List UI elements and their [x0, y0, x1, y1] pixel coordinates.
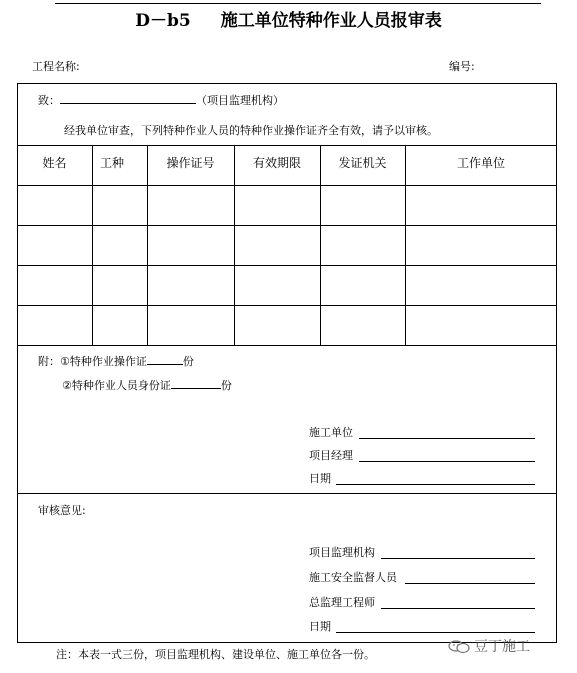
- attachment-line-1: [38, 353, 194, 369]
- supervision-org-field[interactable]: [381, 558, 535, 559]
- attachment-count-2[interactable]: [171, 388, 221, 389]
- to-label: 致：: [38, 94, 60, 107]
- table-row[interactable]: [17, 185, 557, 225]
- footer-note: 注：本表一式三份，项目监理机构、建设单位、施工单位各一份。: [56, 648, 375, 661]
- org-suffix: （项目监理机构）: [196, 94, 284, 107]
- header-certificate-no: 操作证号: [166, 156, 215, 170]
- supervision-org-label: 项目监理机构: [309, 546, 375, 559]
- review-date-label: 日期: [309, 620, 331, 633]
- supervision-org-row: [309, 544, 375, 560]
- attachment-prefix: 附：: [38, 355, 60, 368]
- table-bottom-border: [17, 345, 557, 346]
- review-date-row: [309, 618, 331, 634]
- contractor-unit-field[interactable]: [359, 438, 535, 439]
- contractor-date-label: 日期: [309, 472, 331, 485]
- header-trade: 工种: [99, 156, 124, 170]
- header-issuing-authority: 发证机关: [338, 156, 387, 170]
- table-row[interactable]: [17, 265, 557, 305]
- chief-engineer-row: [309, 594, 375, 610]
- review-opinion-label: 审核意见:: [38, 504, 86, 517]
- table-row[interactable]: [17, 305, 557, 345]
- statement-text: 经我单位审查，下列特种作业人员的特种作业操作证齐全有效，请予以审核。: [64, 124, 438, 137]
- attachment-unit-2: 份: [220, 379, 232, 392]
- header-name: 姓名: [42, 156, 67, 170]
- chief-engineer-label: 总监理工程师: [309, 596, 375, 609]
- safety-supervisor-label: 施工安全监督人员: [309, 571, 397, 584]
- header-validity: 有效期限: [252, 156, 301, 170]
- project-name-label: 工程名称:: [32, 60, 80, 73]
- safety-supervisor-field[interactable]: [405, 583, 535, 584]
- form-title: [0, 6, 577, 31]
- chief-engineer-field[interactable]: [381, 608, 535, 609]
- number-label: 编号:: [449, 60, 475, 73]
- project-manager-row: [309, 447, 353, 463]
- form-title-text: 施工单位特种作业人员报审表: [220, 11, 442, 31]
- attachment-line-2: [62, 377, 232, 393]
- watermark: [448, 636, 530, 656]
- contractor-unit-row: [309, 424, 353, 440]
- project-manager-label: 项目经理: [309, 449, 353, 462]
- contractor-date-field[interactable]: [336, 484, 535, 485]
- table-top-border: [17, 145, 557, 146]
- top-rule: [55, 3, 541, 4]
- form-code: D－b5: [135, 11, 191, 31]
- review-date-field[interactable]: [336, 632, 535, 633]
- safety-supervisor-row: [309, 569, 397, 585]
- table-row[interactable]: [17, 225, 557, 265]
- project-manager-field[interactable]: [359, 461, 535, 462]
- contractor-date-row: [309, 470, 331, 486]
- address-line: [38, 92, 284, 108]
- attachment-count-1[interactable]: [147, 364, 183, 365]
- recipient-field[interactable]: [60, 103, 196, 104]
- watermark-text: 豆丁施工: [474, 639, 530, 655]
- header-work-unit: 工作单位: [456, 156, 505, 170]
- contractor-unit-label: 施工单位: [309, 426, 353, 439]
- chat-bubble-icon: [448, 640, 470, 654]
- section-divider: [17, 493, 557, 494]
- attachment-item-2: ②特种作业人员身份证: [62, 379, 171, 392]
- attachment-unit-1: 份: [182, 355, 194, 368]
- attachment-item-1: ①特种作业操作证: [60, 355, 147, 368]
